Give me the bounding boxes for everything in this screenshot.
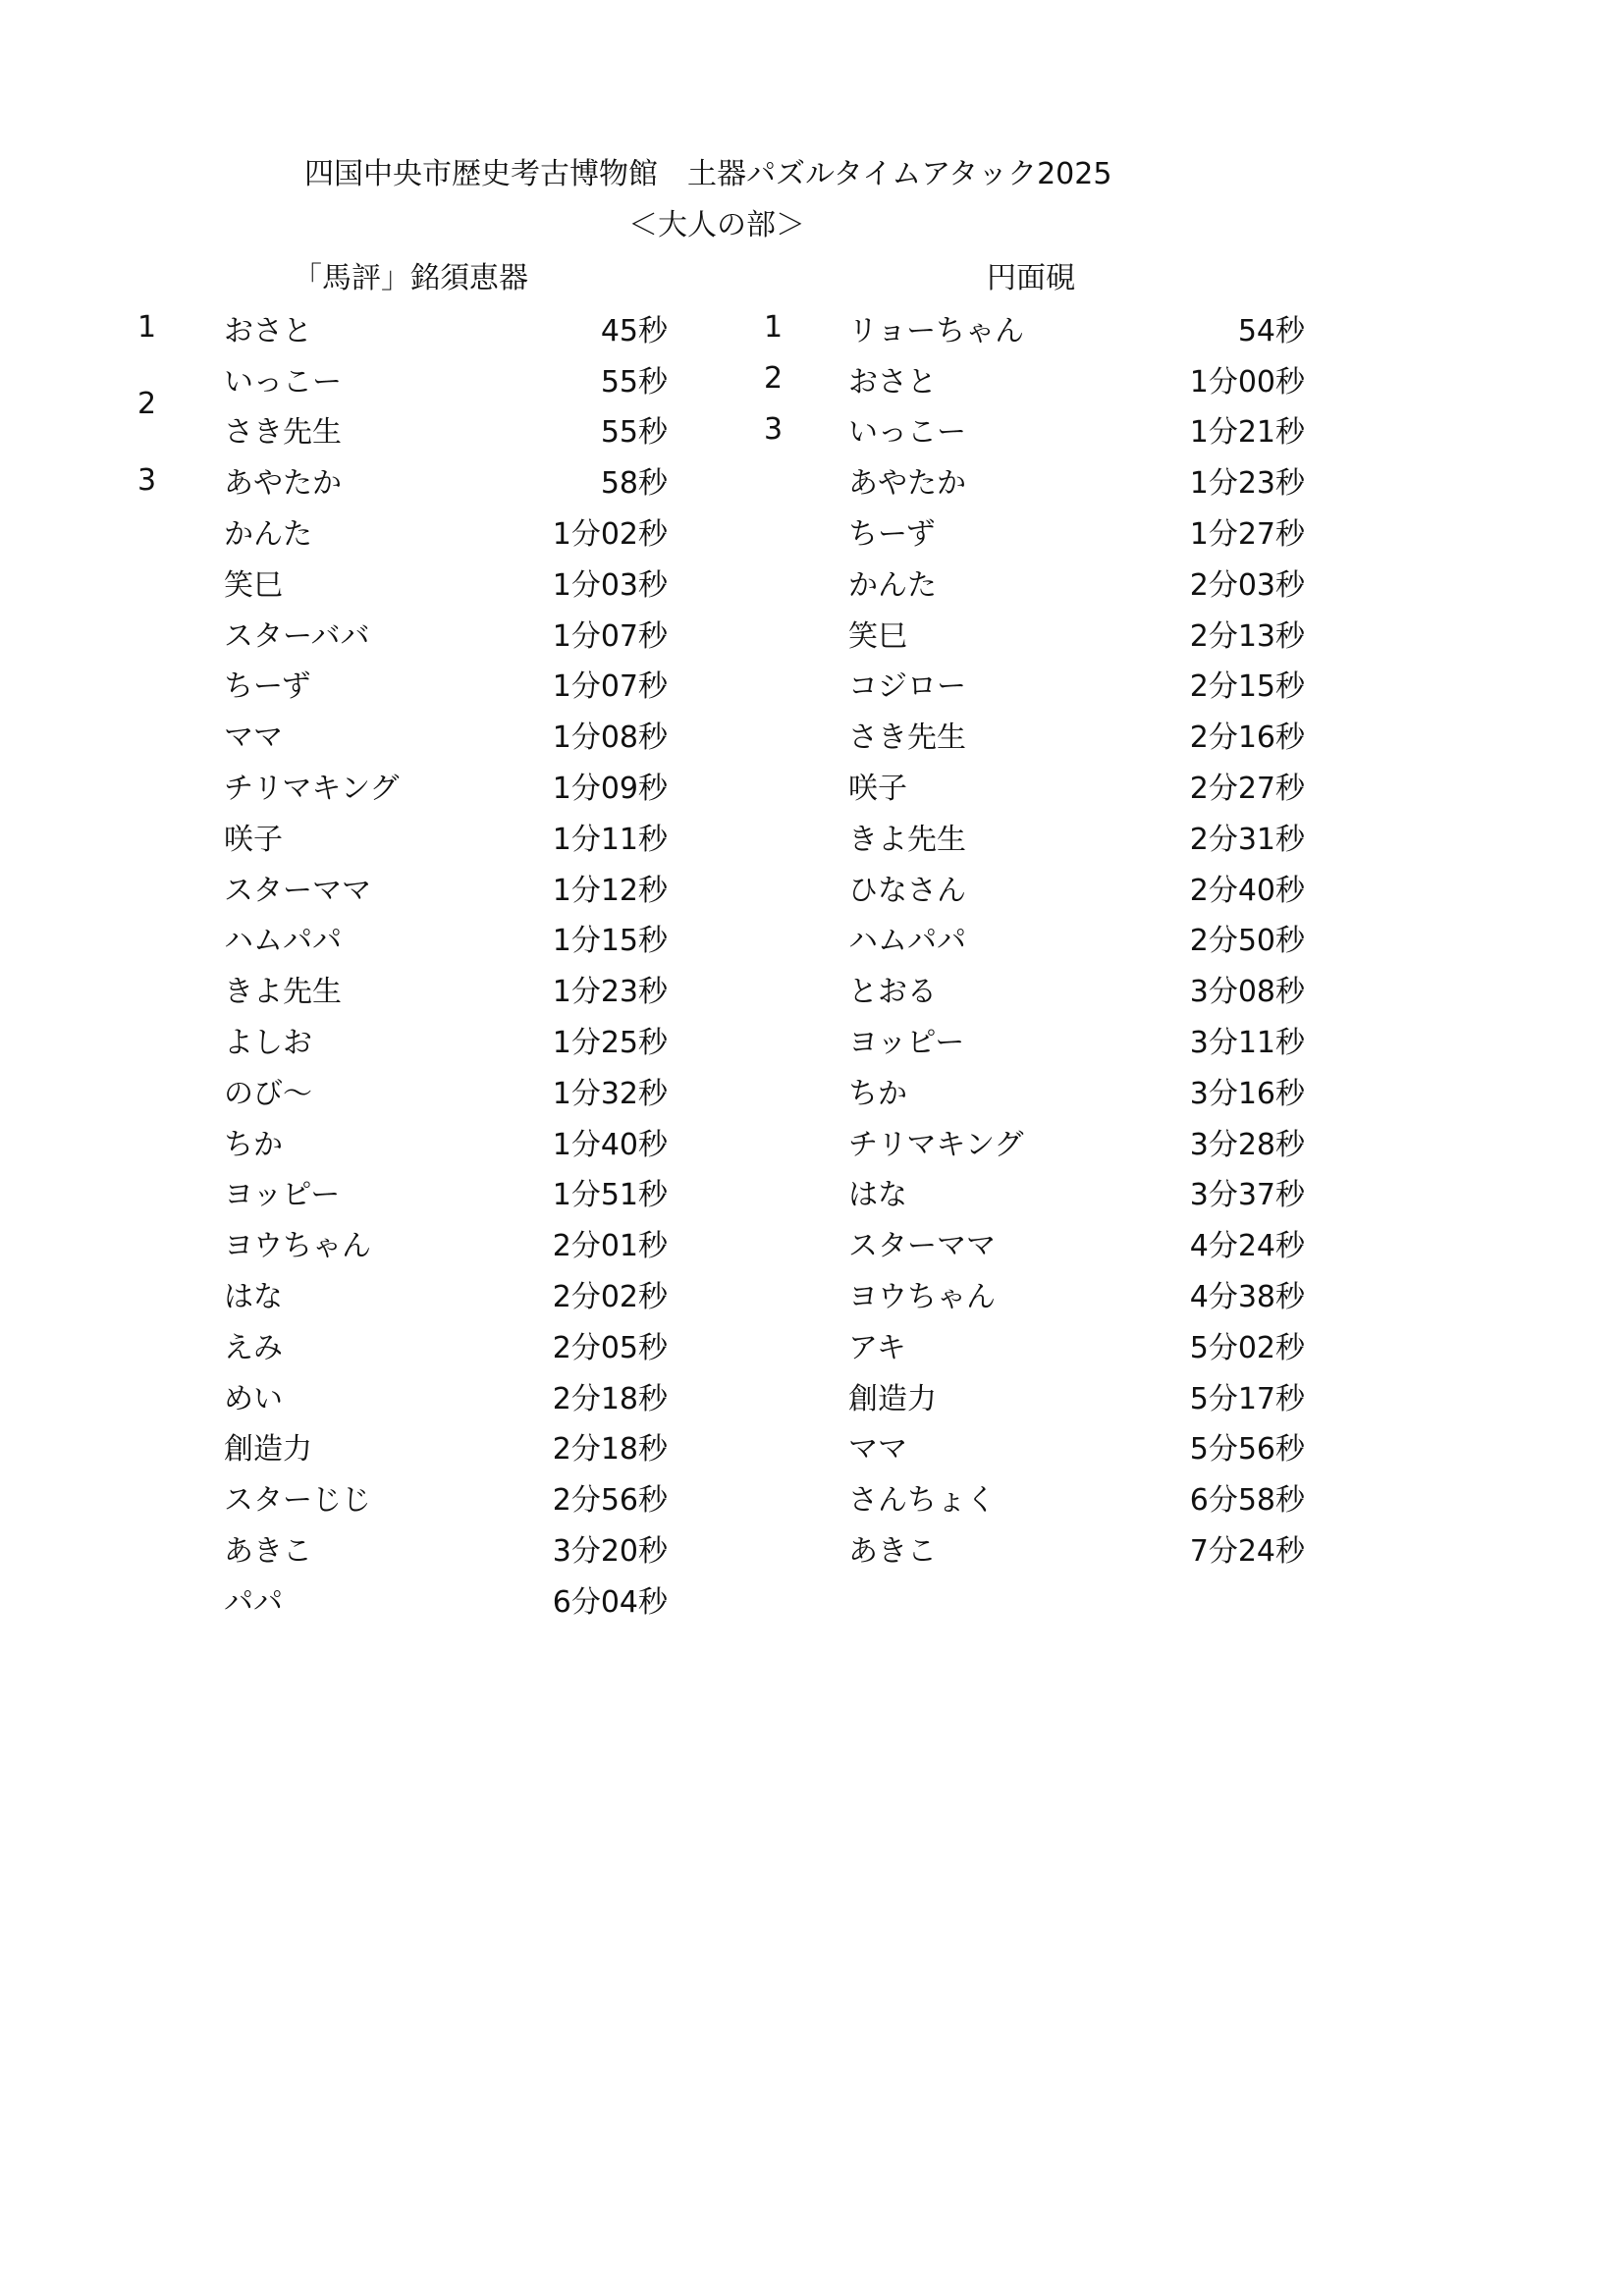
table-row xyxy=(137,1014,668,1065)
table-row xyxy=(764,862,1305,913)
rank-cell xyxy=(764,1217,848,1268)
table-row xyxy=(137,302,668,353)
table-row xyxy=(137,659,668,710)
time-cell: 5分17秒 xyxy=(1189,1381,1305,1416)
rank-cell xyxy=(764,1116,848,1167)
rank-cell xyxy=(137,760,224,811)
rank-cell xyxy=(764,913,848,964)
table-row xyxy=(137,811,668,862)
name-cell: スターママ xyxy=(848,1229,996,1264)
name-cell: 咲子 xyxy=(848,772,907,807)
name-cell: スターババ xyxy=(224,618,370,654)
time-cell: 4分24秒 xyxy=(1189,1229,1305,1264)
table-row xyxy=(764,1471,1305,1522)
name-cell: ママ xyxy=(224,721,283,756)
time-cell: 1分21秒 xyxy=(1189,415,1305,451)
name-cell: ひなさん xyxy=(848,873,966,908)
rank-cell xyxy=(764,1167,848,1218)
table-row xyxy=(764,1522,1305,1574)
table-row xyxy=(137,1217,668,1268)
rank-cell xyxy=(137,557,224,608)
rank-cell xyxy=(764,1319,848,1370)
name-cell: はな xyxy=(848,1178,907,1213)
rank-cell xyxy=(137,1116,224,1167)
table-row xyxy=(137,353,668,404)
rank-cell xyxy=(764,608,848,659)
name-cell: さき先生 xyxy=(224,415,342,451)
rank-cell: 3 xyxy=(764,411,784,447)
name-cell: ちか xyxy=(848,1076,907,1111)
table-row xyxy=(137,1574,668,1625)
rank-cell xyxy=(764,506,848,557)
time-cell: 55秒 xyxy=(600,364,668,400)
name-cell: チリマキング xyxy=(224,772,400,807)
rank-cell: 2 xyxy=(764,361,784,397)
table-row xyxy=(764,506,1305,557)
rank-cell xyxy=(137,506,224,557)
rank-cell: 3 xyxy=(137,462,157,498)
rank-cell xyxy=(764,862,848,913)
name-cell: よしお xyxy=(224,1026,312,1061)
table-row xyxy=(764,302,1305,353)
time-cell: 2分40秒 xyxy=(1189,873,1305,908)
table-row xyxy=(137,608,668,659)
name-cell: ヨウちゃん xyxy=(224,1229,371,1264)
rank-cell xyxy=(764,1065,848,1116)
table-row xyxy=(764,1116,1305,1167)
table-row xyxy=(764,659,1305,710)
name-cell: ちーず xyxy=(848,517,936,553)
rank-cell xyxy=(137,1014,224,1065)
table-row xyxy=(137,1370,668,1421)
time-cell: 5分56秒 xyxy=(1189,1432,1305,1468)
rank-cell: 2 xyxy=(137,387,157,422)
time-cell: 54秒 xyxy=(1237,313,1305,348)
name-cell: チリマキング xyxy=(848,1127,1024,1162)
table-row xyxy=(137,963,668,1014)
right-results-body xyxy=(764,302,1305,1574)
rank-cell xyxy=(764,963,848,1014)
rank-cell: 1 xyxy=(137,310,157,346)
rank-cell xyxy=(137,1167,224,1218)
time-cell: 5分02秒 xyxy=(1189,1330,1305,1365)
name-cell: めい xyxy=(224,1381,283,1416)
name-cell: おさと xyxy=(224,313,312,348)
name-cell: さんちょく xyxy=(848,1483,996,1519)
table-row xyxy=(137,1268,668,1319)
name-cell: パパ xyxy=(224,1584,283,1620)
table-row xyxy=(764,454,1305,506)
name-cell: リョーちゃん xyxy=(848,313,1025,348)
left-column-header: 「馬評」銘須恵器 xyxy=(293,261,528,295)
name-cell: かんた xyxy=(848,567,937,603)
name-cell: あきこ xyxy=(224,1534,312,1570)
rank-cell xyxy=(137,1268,224,1319)
time-cell: 55秒 xyxy=(600,415,668,451)
name-cell: 咲子 xyxy=(224,822,283,857)
time-cell: 2分18秒 xyxy=(552,1432,668,1468)
time-cell: 1分08秒 xyxy=(552,721,668,756)
table-row xyxy=(764,913,1305,964)
time-cell: 6分04秒 xyxy=(552,1584,668,1620)
name-cell: コジロー xyxy=(848,669,966,705)
rank-cell xyxy=(764,1421,848,1472)
time-cell: 1分32秒 xyxy=(552,1076,668,1111)
time-cell: 3分08秒 xyxy=(1189,975,1305,1010)
name-cell: あやたか xyxy=(224,466,342,502)
left-results-table xyxy=(137,302,668,1625)
table-row xyxy=(764,1217,1305,1268)
name-cell: ヨウちゃん xyxy=(848,1280,996,1315)
rank-cell xyxy=(764,659,848,710)
time-cell: 1分12秒 xyxy=(552,873,668,908)
time-cell: 2分13秒 xyxy=(1189,618,1305,654)
table-row xyxy=(137,1522,668,1574)
name-cell: ちか xyxy=(224,1127,283,1162)
table-row xyxy=(137,1471,668,1522)
name-cell: ヨッピー xyxy=(224,1178,341,1213)
time-cell: 3分28秒 xyxy=(1189,1127,1305,1162)
table-row xyxy=(137,1319,668,1370)
rank-cell xyxy=(764,811,848,862)
name-cell: さき先生 xyxy=(848,721,966,756)
rank-cell xyxy=(137,1370,224,1421)
rank-cell xyxy=(764,1522,848,1574)
name-cell: かんた xyxy=(224,517,312,553)
time-cell: 2分03秒 xyxy=(1189,567,1305,603)
name-cell: いっこー xyxy=(848,415,966,451)
table-row xyxy=(764,1014,1305,1065)
table-row xyxy=(764,1421,1305,1472)
name-cell: アキ xyxy=(848,1330,906,1365)
table-row xyxy=(764,557,1305,608)
name-cell: スターじじ xyxy=(224,1483,371,1519)
document-title: 四国中央市歴史考古博物館 土器パズルタイムアタック2025 xyxy=(304,157,1112,191)
rank-cell xyxy=(137,1522,224,1574)
name-cell: 創造力 xyxy=(224,1432,312,1468)
right-results-table xyxy=(764,302,1305,1574)
table-row xyxy=(764,404,1305,455)
table-row xyxy=(764,811,1305,862)
table-row xyxy=(764,1167,1305,1218)
name-cell: はな xyxy=(224,1280,283,1315)
left-results-body xyxy=(137,302,668,1625)
time-cell: 1分11秒 xyxy=(552,822,668,857)
rank-cell xyxy=(137,1319,224,1370)
document-subtitle: ＜大人の部＞ xyxy=(628,208,805,242)
time-cell: 2分27秒 xyxy=(1189,772,1305,807)
name-cell: とおる xyxy=(848,975,937,1010)
table-row xyxy=(137,557,668,608)
name-cell: ママ xyxy=(848,1432,907,1468)
time-cell: 45秒 xyxy=(600,313,668,348)
rank-cell xyxy=(764,1471,848,1522)
time-cell: 1分02秒 xyxy=(552,517,668,553)
name-cell: ヨッピー xyxy=(848,1026,965,1061)
table-row xyxy=(137,506,668,557)
time-cell: 2分31秒 xyxy=(1189,822,1305,857)
time-cell: 2分05秒 xyxy=(552,1330,668,1365)
time-cell: 2分16秒 xyxy=(1189,721,1305,756)
name-cell: えみ xyxy=(224,1330,283,1365)
table-row xyxy=(764,963,1305,1014)
time-cell: 3分16秒 xyxy=(1189,1076,1305,1111)
rank-cell: 1 xyxy=(764,310,784,346)
time-cell: 3分11秒 xyxy=(1189,1026,1305,1061)
name-cell: ちーず xyxy=(224,669,311,705)
rank-cell xyxy=(137,913,224,964)
rank-cell xyxy=(137,1065,224,1116)
rank-cell xyxy=(137,1217,224,1268)
name-cell: いっこー xyxy=(224,364,342,400)
table-row xyxy=(137,1167,668,1218)
name-cell: 笑巳 xyxy=(848,618,907,654)
time-cell: 2分15秒 xyxy=(1189,669,1305,705)
rank-cell xyxy=(137,709,224,760)
rank-cell xyxy=(137,1421,224,1472)
rank-cell xyxy=(764,709,848,760)
rank-cell xyxy=(137,1574,224,1625)
rank-cell xyxy=(137,1471,224,1522)
time-cell: 1分09秒 xyxy=(552,772,668,807)
name-cell: きよ先生 xyxy=(848,822,966,857)
name-cell: ハムパパ xyxy=(848,924,966,959)
time-cell: 1分27秒 xyxy=(1189,517,1305,553)
name-cell: スターママ xyxy=(224,873,371,908)
rank-cell xyxy=(137,659,224,710)
time-cell: 1分25秒 xyxy=(552,1026,668,1061)
rank-cell xyxy=(764,557,848,608)
table-row xyxy=(764,608,1305,659)
time-cell: 2分50秒 xyxy=(1189,924,1305,959)
name-cell: あきこ xyxy=(848,1534,937,1570)
name-cell: あやたか xyxy=(848,466,966,502)
right-column-header: 円面硯 xyxy=(987,261,1075,295)
table-row xyxy=(137,1065,668,1116)
time-cell: 7分24秒 xyxy=(1189,1534,1305,1570)
time-cell: 2分01秒 xyxy=(552,1229,668,1264)
time-cell: 2分02秒 xyxy=(552,1280,668,1315)
time-cell: 1分23秒 xyxy=(1189,466,1305,502)
table-row xyxy=(764,709,1305,760)
time-cell: 1分03秒 xyxy=(552,567,668,603)
time-cell: 3分20秒 xyxy=(552,1534,668,1570)
rank-cell xyxy=(764,1014,848,1065)
name-cell: 創造力 xyxy=(848,1381,937,1416)
time-cell: 1分07秒 xyxy=(552,618,668,654)
rank-cell xyxy=(764,454,848,506)
time-cell: 1分51秒 xyxy=(552,1178,668,1213)
time-cell: 1分07秒 xyxy=(552,669,668,705)
table-row xyxy=(764,1319,1305,1370)
table-row xyxy=(764,353,1305,404)
time-cell: 3分37秒 xyxy=(1189,1178,1305,1213)
time-cell: 1分40秒 xyxy=(552,1127,668,1162)
table-row xyxy=(137,454,668,506)
name-cell: きよ先生 xyxy=(224,975,342,1010)
rank-cell xyxy=(764,1268,848,1319)
table-row xyxy=(764,760,1305,811)
table-row xyxy=(137,709,668,760)
table-row xyxy=(137,760,668,811)
time-cell: 58秒 xyxy=(600,466,668,502)
time-cell: 2分18秒 xyxy=(552,1381,668,1416)
name-cell: ハムパパ xyxy=(224,924,342,959)
rank-cell xyxy=(137,811,224,862)
name-cell: のび〜 xyxy=(224,1076,312,1111)
table-row xyxy=(137,1116,668,1167)
rank-cell xyxy=(137,608,224,659)
table-row xyxy=(137,1421,668,1472)
time-cell: 1分23秒 xyxy=(552,975,668,1010)
name-cell: おさと xyxy=(848,364,937,400)
rank-cell xyxy=(137,862,224,913)
time-cell: 4分38秒 xyxy=(1189,1280,1305,1315)
rank-cell xyxy=(764,1370,848,1421)
time-cell: 2分56秒 xyxy=(552,1483,668,1519)
time-cell: 1分00秒 xyxy=(1189,364,1305,400)
table-row xyxy=(764,1065,1305,1116)
table-row xyxy=(764,1370,1305,1421)
time-cell: 6分58秒 xyxy=(1189,1483,1305,1519)
rank-cell xyxy=(137,963,224,1014)
table-row xyxy=(137,913,668,964)
name-cell: 笑巳 xyxy=(224,567,283,603)
rank-cell xyxy=(764,760,848,811)
time-cell: 1分15秒 xyxy=(552,924,668,959)
table-row xyxy=(764,1268,1305,1319)
table-row xyxy=(137,862,668,913)
